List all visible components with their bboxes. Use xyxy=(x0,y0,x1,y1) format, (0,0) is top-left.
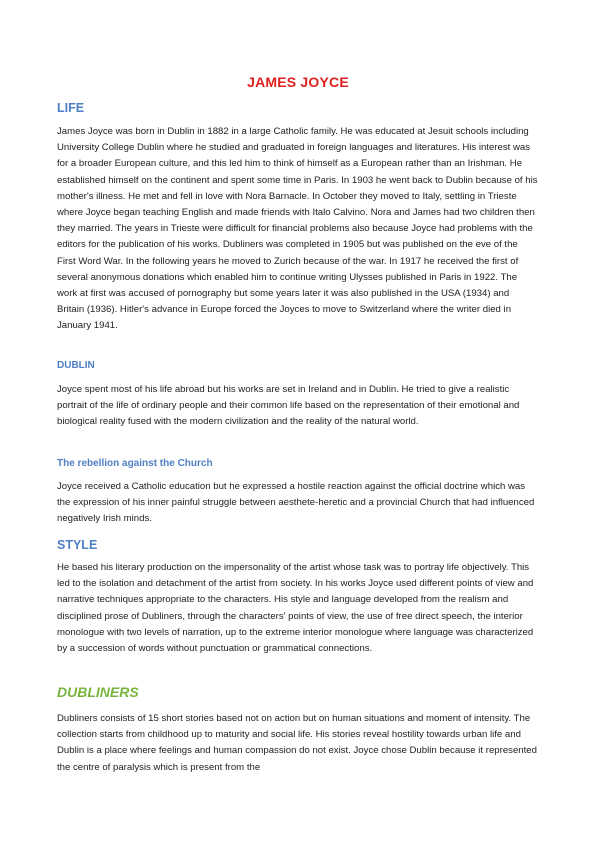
section-heading-style: STYLE xyxy=(57,538,98,552)
section-text-style: He based his literary production on the impersonality of the artist whose task was to portray life objectively. This led to the isolation and detachment of the artist from society. In his works Joyce used different points of view and narrative techniques appropriate to the characters. His style and language developed from the realism and disciplined prose of Dubliners, through the characters' points of view, the use of free direct speech, the interior monologue with two levels of narration, up to the extreme interior monologue where language was characterized by a succession of words without punctuation or grammatical connections. xyxy=(57,562,534,655)
section-heading-dublin: DUBLIN xyxy=(57,360,95,371)
section-heading-dubliners: DUBLINERS xyxy=(57,684,139,700)
section-heading-rebellion: The rebellion against the Church xyxy=(57,458,213,469)
section-text-dublin: Joyce spent most of his life abroad but his works are set in Ireland and in Dublin. He tried to give a realistic portrait of the life of ordinary people and their common life based on the representation of their emotional and biological reality fused with the modern civilization and the reality of the natural world. xyxy=(57,384,520,428)
page-title: JAMES JOYCE xyxy=(247,74,349,90)
section-text-dubliners: Dubliners consists of 15 short stories based not on action but on human situations and moment of intensity. The collection starts from childhood up to maturity and social life. His stories reveal hostility towards urban life and Dublin is a place where feelings and human compassion do not exist. Joyce chose Dublin because it represented the centre of paralysis which is present from the xyxy=(57,713,537,773)
section-text-life: James Joyce was born in Dublin in 1882 in a large Catholic family. He was educated at Jesuit schools including University College Dublin where he studied and graduated in foreign languages and literatures. His interest was for a broader European culture, and this led him to think of himself as a European rather than an Irishman. He established himself on the continent and spent some time in Paris. In 1903 he went back to Dublin because of his mother's illness. He met and fell in love with Nora Barnacle. In October they moved to Italy, settling in Trieste where Joyce began teaching English and made friends with Italo Calvino. Nora and James had two children then they married. The years in Trieste were difficult for financial problems also because Joyce had problems with the editors for the publication of his works. Dubliners was completed in 1905 but was published on the eve of the First Word War. In the following years he moved to Zurich because of the war. In 1917 he received the first of several anonymous donations which enabled him to continue writing Ulysses published in Paris in 1922. The work at first was accused of pornography but some years later it was also published in the USA (1934) and Britain (1936). Hitler's advance in Europe forced the Joyces to move to Switzerland where the writer died in January 1941. xyxy=(57,126,538,332)
section-heading-life: LIFE xyxy=(57,101,85,115)
section-text-rebellion: Joyce received a Catholic education but he expressed a hostile reaction against the official doctrine which was the expression of his inner painful struggle between aesthete-heretic and a provincial Church that had influenced negatively Irish minds. xyxy=(57,481,535,525)
